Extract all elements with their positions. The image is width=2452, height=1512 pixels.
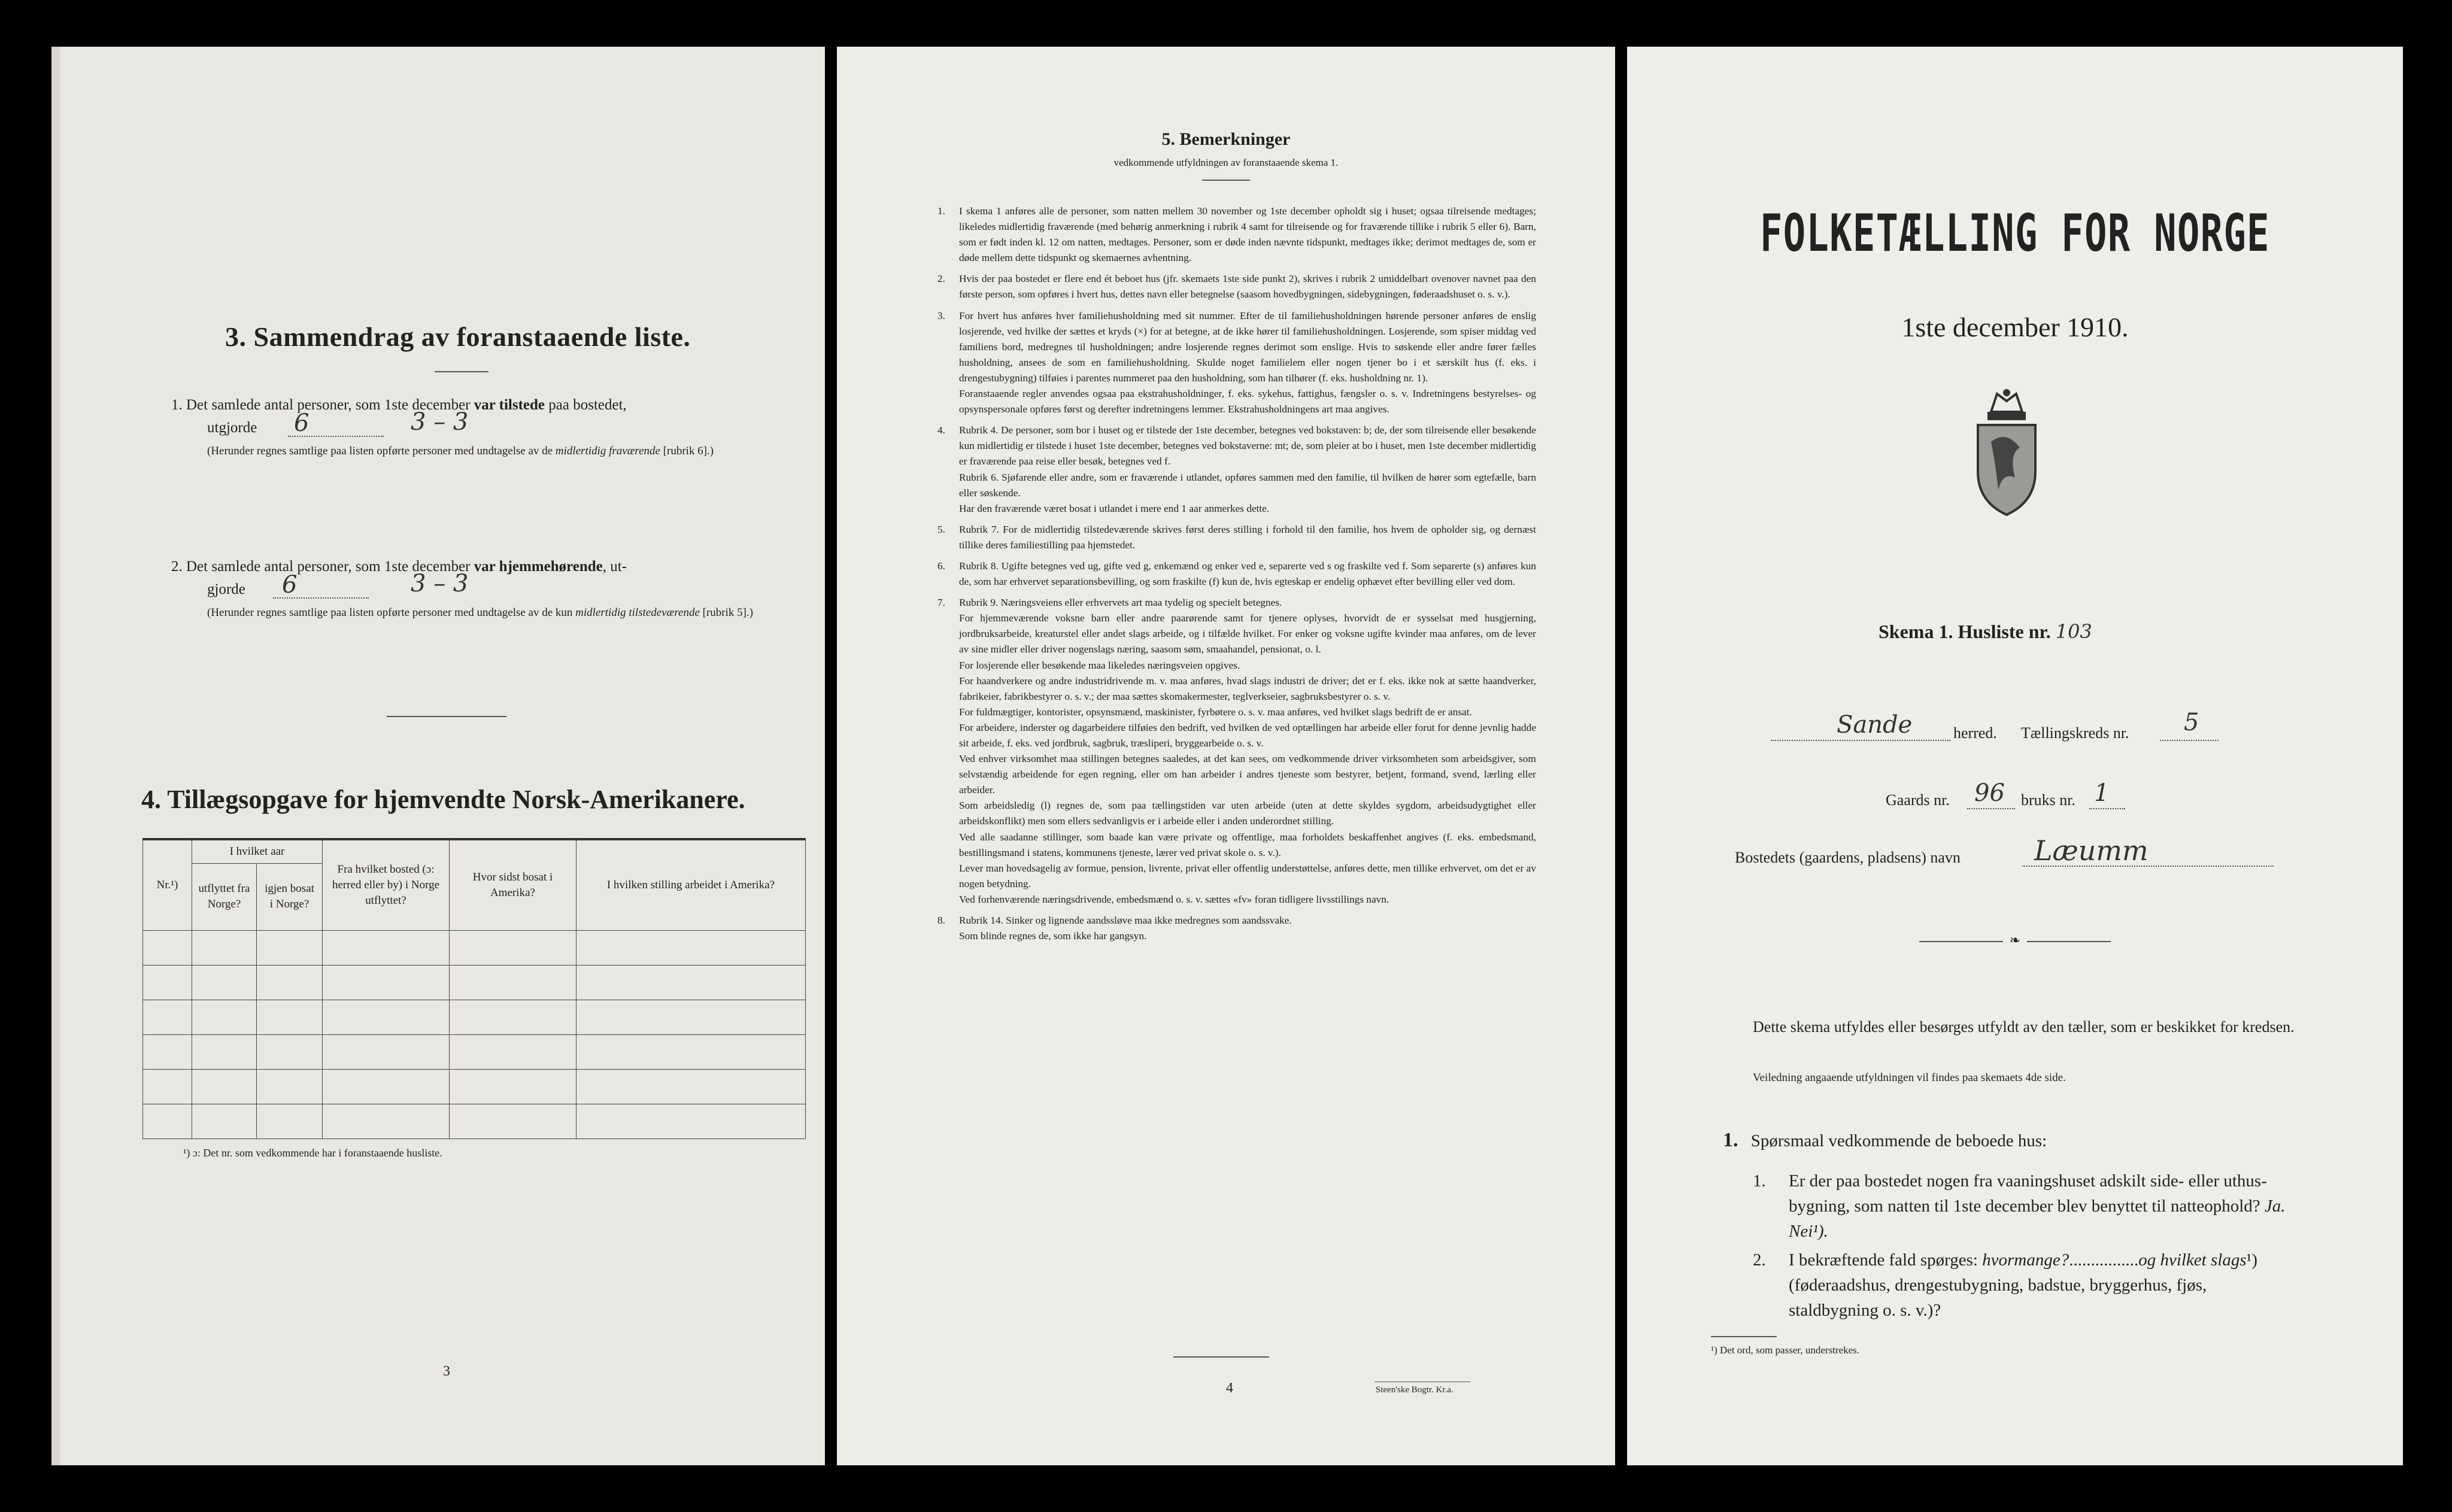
remark-text: Rubrik 7. For de midlertidig tilstedeværende skrives først deres stilling i forhold til den familie, hos hvem de opholder sig, og dernæst tillike deres familiestilling paa hjemstedet. bbox=[959, 523, 1536, 551]
table-row bbox=[143, 965, 806, 1000]
resident-count-value: 6 bbox=[282, 571, 298, 599]
ornament-icon: ❧ bbox=[2003, 933, 2027, 948]
question-1: 1. Er der paa bostedet nogen fra vaaningshuset adskilt side- eller uthus-bygning, som natten til 1ste december blev benyttet til natteophold? Ja. Nei¹). bbox=[1753, 1171, 2286, 1241]
remark-number: 1. bbox=[937, 205, 945, 217]
page-4 bbox=[837, 47, 1615, 1465]
footnote: ¹) Det ord, som passer, understrekes. bbox=[1711, 1344, 1860, 1356]
census-date: 1ste december 1910. bbox=[1901, 312, 2129, 342]
col-year-group: I hvilket aar bbox=[192, 839, 323, 863]
table-row bbox=[143, 1000, 806, 1034]
remark-number: 6. bbox=[937, 560, 945, 572]
remark-item bbox=[937, 595, 1536, 907]
present-count-handwritten: 3 – 3 bbox=[411, 408, 469, 436]
page-1 bbox=[1627, 47, 2403, 1465]
col-bosted: Fra hvilket bosted (ɔ: herred eller by) i Norge utflyttet? bbox=[323, 839, 450, 930]
table-row bbox=[143, 1069, 806, 1104]
remarks-subheading: vedkommende utfyldningen av foranstaaende skema 1. bbox=[1113, 157, 1339, 168]
divider bbox=[387, 716, 506, 717]
gaards-value: 96 bbox=[1974, 779, 2005, 807]
remark-text: I skema 1 anføres alle de personer, som natten mellem 30 november og 1ste december opholdt sig i huset; ogsaa tilreisende medtages; likeledes midlertidig fraværende (med behørig anmerkning i rubrik 4 samt for tilreisende og for fraværende tillike i rubrik 5 eller 6). Barn, som er født inden kl. 12 om natten, medtages. Personer, som er døde inden nævnte tidspunkt, medtages ikke; derimot medtages de, som er døde mellem dette tidspunkt og skemaernes avhentning. bbox=[959, 205, 1536, 264]
intro-text: Dette skema utfyldes eller besørges utfyldt av den tæller, som er beskikket for kredsen. bbox=[1753, 1018, 2295, 1036]
intro-small: Veiledning angaaende utfyldningen vil findes paa skemaets 4de side. bbox=[1753, 1071, 2066, 1084]
page-number: 4 bbox=[1226, 1380, 1233, 1396]
remark-item bbox=[937, 308, 1536, 418]
bosted-value: Læumm bbox=[2034, 834, 2148, 867]
footnote: ¹) ɔ: Det nr. som vedkommende har i foranstaaende husliste. bbox=[183, 1147, 442, 1159]
remark-text: Rubrik 9. Næringsveiens eller erhvervets art maa tydelig og specielt betegnes. For hjemmeværende voksne barn eller andre paarørende samt for tjenere oplyses, hvorvidt de er sysselsat med husgjerning, jordbruksarbeide, kreaturstel eller andet slags arbeide, og i tilfælde hvilket. For enker og voksne ugifte kvinder maa anføres, om de lever av sine midler eller driver nogenslags næring, saasom søm, smaahandel, pensionat, o. l. For losjerende eller besøkende maa likeledes næringsveien opgives. For haandverkere og andre industridrivende m. v. maa anføres, hvad slags industri de driver; det er f. eks. ikke nok at sætte haandverker, fabrikeier, fabrikbestyrer o. s. v.; der maa sættes skomakermester, teglverkseier, sagbruksbestyrer o. s. v. For fuldmægtiger, kontorister, opsynsmænd, maskinister, fyrbøtere o. s. v. maa anføres, ved hvilket slags bedrift de er ansat. For arbeidere, inderster og dagarbeidere tilføies den bedrift, ved hvilken de ved optællingen har arbeide eller forut for denne jevnlig hadde sit arbeide, f. eks. ved jordbruk, sagbruk, træsliperi, bryggearbeide o. s. v. Ved enhver virksomhet maa stillingen betegnes saaledes, at det kan sees, om vedkommende driver virksomheten som arbeidsgiver, som selvstændig arbeidende for egen regning, eller om han arbeider i andres tjeneste som bestyrer, betjent, formand, svend, lærling eller arbeider. Som arbeidsledig (l) regnes de, som paa tællingstiden var uten arbeide (uten at dette skyldes sygdom, arbeidsudygtighet eller arbeidskonflikt) men som ellers sedvanligvis er i arbeide eller i anden underordnet stilling. Ved alle saadanne stillinger, som baade kan være private og offentlige, maa forholdets beskaffenhet angives (f. eks. embedsmand, bestillingsmand i statens, kommunens tjeneste, lærer ved privat skole o. s. v.). Lever man hovedsagelig av formue, pension, livrente, privat eller offentlig understøttelse, anføres dette, men tillike erhvervet, om det er av nogen betydning. Ved forhenværende næringsdrivende, embedsmænd o. s. v. sættes «fv» foran tidligere livsstillings navn. bbox=[959, 597, 1536, 905]
col-igjen: igjen bosat i Norge? bbox=[257, 863, 323, 930]
remarks-list bbox=[937, 204, 1536, 949]
divider bbox=[1711, 1336, 1777, 1337]
summary-q1: 1. Det samlede antal personer, som 1ste december var tilstede paa bostedet, utgjorde 6 3 – 3 (Herunder regnes samtlige paa listen opførte personer med undtagelse av de midlertidig fraværende [rubrik 6].) bbox=[171, 397, 714, 457]
remark-item bbox=[937, 204, 1536, 266]
remark-text: Rubrik 4. De personer, som bor i huset og er tilstede der 1ste december, betegnes ved bokstaven: b; de, der som tilreisende eller besøkende kun midlertidig er tilstede i huset 1ste december, betegnes ved bokstaverne: mt; de, som pleier at bo i huset, men 1ste december midlertidig er fraværende paa reise eller besøk, betegnes ved f. Rubrik 6. Sjøfarende eller andre, som er fraværende i utlandet, opføres sammen med den familie, til hvilken de hører som egtefælle, barn eller søskende. Har den fraværende været bosat i utlandet i mere end 1 aar anmerkes dette. bbox=[959, 424, 1536, 514]
resident-count-handwritten: 3 – 3 bbox=[411, 570, 469, 597]
remark-number: 3. bbox=[937, 309, 945, 321]
kreds-value: 5 bbox=[2184, 709, 2199, 736]
page-3 bbox=[51, 47, 825, 1465]
remarks-heading: 5. Bemerkninger bbox=[1161, 129, 1291, 149]
census-title: FOLKETÆLLING FOR NORGE bbox=[1760, 204, 2270, 263]
divider bbox=[1202, 180, 1250, 181]
norway-coat-of-arms-icon bbox=[1967, 388, 2046, 520]
section-3-heading: 3. Sammendrag av foranstaaende liste. bbox=[225, 321, 691, 352]
divider bbox=[435, 371, 488, 372]
remark-text: Rubrik 14. Sinker og lignende aandssløve maa ikke medregnes som aandssvake. Som blinde regnes de, som ikke har gangsyn. bbox=[959, 915, 1292, 942]
table-row bbox=[143, 930, 806, 965]
divider bbox=[1173, 1356, 1269, 1358]
gaards-line: Gaards nr. 96 bruks nr. 1 bbox=[1886, 782, 2185, 818]
remark-item bbox=[937, 271, 1536, 302]
table-row bbox=[143, 1104, 806, 1138]
page-number: 3 bbox=[443, 1364, 450, 1379]
bosted-line: Bostedets (gaardens, pladsens) navn Læumm bbox=[1735, 836, 2333, 872]
remark-item bbox=[937, 423, 1536, 517]
remark-number: 4. bbox=[937, 424, 945, 436]
remark-item bbox=[937, 913, 1536, 944]
remark-number: 7. bbox=[937, 597, 945, 609]
herred-line: Sande herred. Tællingskreds nr. 5 bbox=[1771, 711, 2250, 747]
remark-item bbox=[937, 558, 1536, 590]
col-nr: Nr.¹) bbox=[143, 839, 192, 930]
remark-text: Hvis der paa bostedet er flere end ét beboet hus (jfr. skemaets 1ste side punkt 2), skrives i rubrik 2 umiddelbart ovenover navnet paa den første person, som opføres i hvert hus, dettes navn eller betegnelse (saasom hovedbygningen, sidebygningen, føderaadshuset o. s. v.). bbox=[959, 273, 1536, 300]
table-row bbox=[143, 1034, 806, 1069]
norsk-amerikanere-table bbox=[142, 838, 806, 1139]
section-1-heading: 1. Spørsmaal vedkommende de beboede hus: bbox=[1723, 1129, 2047, 1151]
section-4-heading: 4. Tillægsopgave for hjemvendte Norsk-Amerikanere. bbox=[141, 785, 745, 814]
herred-value: Sande bbox=[1837, 711, 1913, 739]
present-count-value: 6 bbox=[294, 409, 309, 437]
remark-number: 5. bbox=[937, 523, 945, 535]
remark-item bbox=[937, 522, 1536, 553]
printer-mark: Steen'ske Bogtr. Kr.a. bbox=[1376, 1385, 1453, 1395]
remark-number: 8. bbox=[937, 915, 945, 927]
skema-line: Skema 1. Husliste nr. 103 bbox=[1879, 620, 2092, 643]
col-utflyttet: utflyttet fra Norge? bbox=[192, 863, 257, 930]
col-stilling: I hvilken stilling arbeidet i Amerika? bbox=[576, 839, 806, 930]
q1-answer: Ja. Nei¹). bbox=[1789, 1197, 2286, 1241]
husliste-nr: 103 bbox=[2055, 620, 2092, 643]
summary-q2: 2. Det samlede antal personer, som 1ste december var hjemmehørende, ut- gjorde 6 3 – 3 (Herunder regnes samtlige paa listen opførte personer med undtagelse av de kun midlertidig tilstedeværende [rubrik 5].) bbox=[171, 558, 754, 619]
remark-text: For hvert hus anføres hver familiehusholdning med sit nummer. Efter de til familiehusholdningen hørende personer anføres de enslig losjerende, ved hvilke der sættes et kryds (×) for at betegne, at de ikke hører til familiehusholdningen. Losjerende, som spiser middag ved familiens bord, medregnes til husholdningen; andre losjerende regnes derimot som enslige. Hvis to søskende eller andre fører fælles husholdning, ansees de som en familiehusholdning. Skulde noget familielem eller nogen tjener bo i et særskilt hus (f. eks. i drengestubygning) tilføies i parentes nummeret paa den husholdning, som han tilhører (f. eks. husholdning nr. 1). Foranstaaende regler anvendes ogsaa paa ekstrahusholdninger, f. eks. sykehus, fattighus, fængsler o. s. v. Indretningens bestyrelses- og opsynspersonale opføres først og derefter indretningens lemmer. Ekstrahusholdningens art maa angives. bbox=[959, 309, 1536, 415]
remark-number: 2. bbox=[937, 273, 945, 285]
bruks-value: 1 bbox=[2094, 779, 2110, 807]
question-2: 2. I bekræftende fald spørges: hvormange?................og hvilket slags¹) (føderaadshus, drengestubygning, badstue, bryggerhus, fjøs, staldbygning o. s. v.)? bbox=[1753, 1250, 2257, 1320]
col-sidst: Hvor sidst bosat i Amerika? bbox=[450, 839, 576, 930]
remark-text: Rubrik 8. Ugifte betegnes ved ug, gifte ved g, enkemænd og enker ved e, separerte ved s og fraskilte ved f. Som separerte (s) anføres kun de, som har erhvervet separationsbevilling, og som fraskilte (f) kun de, hvis egteskap er endelig ophævet efter bevilling eller ved dom. bbox=[959, 560, 1536, 588]
